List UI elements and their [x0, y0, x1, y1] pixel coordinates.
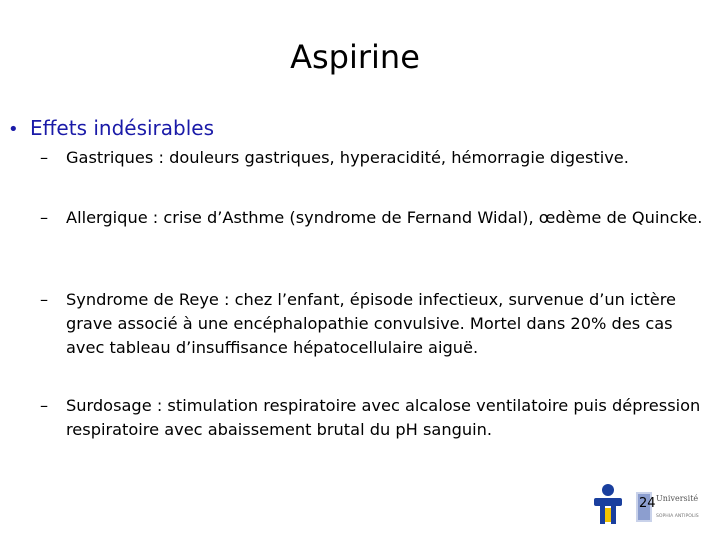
sub-item-surdosage	[40, 394, 712, 442]
svg-text:Université: Université	[656, 494, 699, 503]
page-number: 24	[639, 496, 656, 511]
sub-item-reye	[40, 288, 712, 360]
dash-marker: –	[40, 396, 49, 415]
dash-marker: –	[40, 208, 49, 227]
sub-item-allergique	[40, 206, 712, 230]
dash-marker: –	[40, 148, 49, 167]
bullet-effets	[8, 116, 214, 140]
bullet-label: Effets indésirables	[30, 116, 215, 140]
bullet-dot-icon: •	[8, 119, 19, 140]
sub-item-gastriques	[40, 146, 712, 170]
slide-title: Aspirine	[290, 38, 420, 76]
dash-marker: –	[40, 290, 49, 309]
sub-item-text: Syndrome de Reye : chez l’enfant, épisode infectieux, survenue d’un ictère grave associé à une encéphalopathie convulsive. Mortel dans 20% des cas avec tableau d’insuffisance hépatocellulaire aiguë.	[66, 290, 677, 357]
sub-item-text: Gastriques : douleurs gastriques, hyperacidité, hémorragie digestive.	[66, 148, 629, 167]
sub-item-text: Allergique : crise d’Asthme (syndrome de Fernand Widal), œdème de Quincke.	[66, 208, 703, 227]
sub-item-text: Surdosage : stimulation respiratoire avec alcalose ventilatoire puis dépression respiratoire avec abaissement brutal du pH sanguin.	[66, 396, 701, 439]
svg-text:SOPHIA ANTIPOLIS: SOPHIA ANTIPOLIS	[656, 514, 699, 519]
